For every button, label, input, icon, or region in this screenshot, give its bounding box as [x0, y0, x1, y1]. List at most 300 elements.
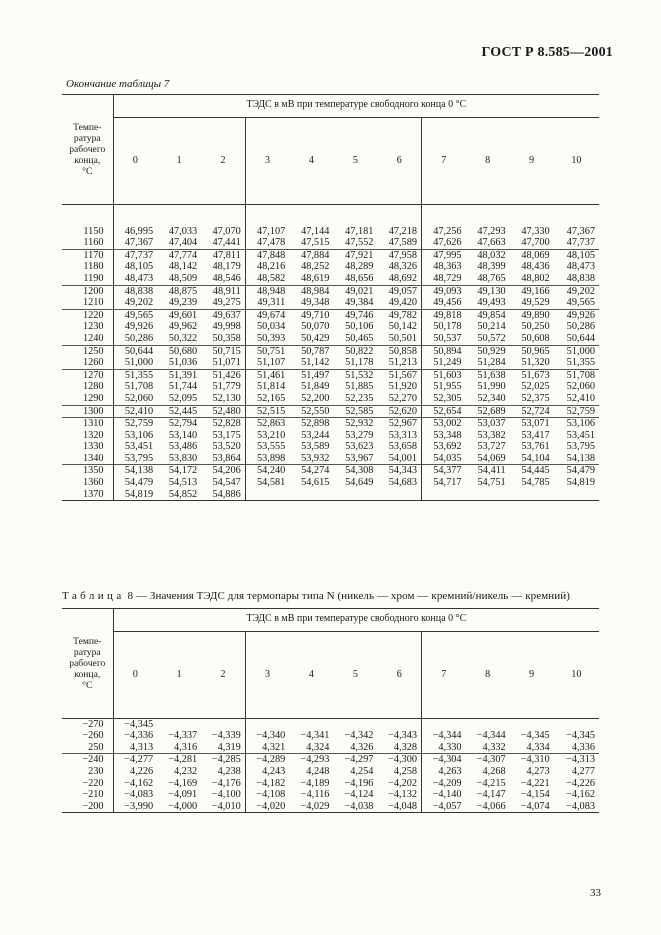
emf-value-cell: 52,724	[510, 405, 554, 418]
row-header-line: конца,	[74, 154, 101, 166]
emf-value-cell: 49,746	[333, 309, 377, 321]
table-row	[62, 766, 599, 778]
emf-value-cell: 52,095	[168, 392, 198, 404]
emf-value-cell: 51,213	[377, 357, 421, 369]
emf-value-cell: 48,984	[289, 285, 333, 297]
emf-value-cell: −4,162	[124, 777, 154, 789]
emf-value-cell: 53,932	[301, 452, 330, 464]
emf-value-cell: −4,297	[333, 754, 377, 766]
emf-value-cell: 49,420	[377, 297, 421, 309]
emf-value-cell: 53,244	[301, 429, 330, 441]
emf-value-cell: −4,343	[377, 730, 421, 742]
emf-value-cell: 52,654	[422, 405, 466, 418]
table-row	[62, 418, 599, 430]
emf-value-cell: 51,497	[289, 369, 333, 381]
emf-value-cell: 53,279	[345, 429, 374, 441]
column-header: 0	[113, 631, 157, 718]
column-header: 3	[245, 631, 289, 718]
table-row	[62, 489, 599, 501]
emf-value-cell: 49,239	[168, 297, 198, 309]
emf-value-cell: 49,202	[554, 285, 599, 297]
emf-value-cell: 52,445	[157, 405, 201, 418]
emf-value-cell: 50,680	[157, 345, 201, 357]
emf-value-cell: 48,692	[377, 273, 421, 285]
emf-value-cell: 47,330	[521, 225, 550, 237]
table-row	[62, 441, 599, 453]
column-header: 10	[554, 117, 599, 204]
emf-value-cell	[466, 718, 510, 730]
emf-value-cell: 50,393	[257, 332, 286, 344]
temperature-cell: 1160	[62, 237, 113, 249]
emf-value-cell: 4,238	[201, 766, 245, 778]
table-row	[62, 405, 599, 418]
emf-value-cell: −4,169	[168, 777, 198, 789]
emf-value-cell	[554, 489, 599, 501]
emf-value-cell: −4,345	[566, 730, 595, 742]
emf-value-cell: 54,445	[510, 465, 554, 477]
emf-value-cell: 52,060	[124, 392, 154, 404]
emf-value-cell: 51,461	[245, 369, 289, 381]
emf-value-cell: 48,546	[201, 273, 245, 285]
emf-value-cell	[333, 718, 377, 730]
span-title: ТЭДС в мВ при температуре свободного конца 0 °С	[113, 609, 599, 632]
emf-value-cell: 50,322	[168, 332, 198, 344]
emf-value-cell: 49,962	[168, 321, 198, 333]
emf-value-cell: 49,674	[245, 309, 289, 321]
emf-value-cell: 50,034	[257, 321, 286, 333]
column-header: 3	[245, 117, 289, 204]
emf-value-cell: 51,426	[201, 369, 245, 381]
emf-value-cell: 50,286	[566, 321, 595, 333]
emf-value-cell: −4,221	[520, 777, 550, 789]
emf-value-cell: 51,603	[422, 369, 466, 381]
emf-value-cell: 54,308	[333, 465, 377, 477]
emf-value-cell: 4,321	[262, 741, 286, 753]
emf-value-cell: −4,038	[333, 801, 377, 813]
emf-value-cell: 4,243	[262, 765, 286, 777]
emf-value-cell: 48,216	[257, 261, 286, 273]
spacer-cell	[377, 204, 421, 226]
emf-value-cell: 50,751	[245, 345, 289, 357]
emf-value-cell	[422, 489, 466, 501]
emf-value-cell: 53,898	[257, 452, 286, 464]
emf-value-cell	[245, 718, 289, 730]
temperature-cell: −220	[62, 778, 113, 790]
row-header-line: рабочего	[69, 657, 106, 669]
table-row	[62, 381, 599, 393]
emf-value-cell	[466, 489, 510, 501]
table-row	[62, 333, 599, 345]
emf-value-cell: 47,737	[113, 249, 157, 261]
emf-value-cell: 53,382	[477, 429, 506, 441]
temperature-cell: 1200	[62, 285, 113, 297]
emf-value-cell: −4,189	[300, 777, 330, 789]
emf-value-cell: 54,343	[377, 465, 421, 477]
temperature-cell: −270	[62, 718, 113, 730]
emf-value-cell: 49,818	[422, 309, 466, 321]
column-header: 2	[201, 631, 245, 718]
emf-value-cell: −4,066	[466, 801, 510, 813]
emf-value-cell: −4,083	[124, 789, 154, 801]
emf-value-cell: 47,589	[377, 237, 421, 249]
emf-value-cell: 47,848	[245, 249, 289, 261]
emf-value-cell: 54,819	[566, 477, 595, 489]
spacer-cell	[289, 204, 333, 226]
table-row	[62, 789, 599, 801]
emf-value-cell: 53,486	[168, 441, 198, 453]
emf-value-cell: −4,108	[256, 789, 286, 801]
table-row	[62, 226, 599, 238]
table-row	[62, 273, 599, 285]
emf-value-cell: 49,926	[124, 321, 154, 333]
emf-value-cell: 51,779	[201, 381, 245, 393]
row-header	[62, 95, 113, 205]
emf-value-cell: 48,656	[345, 272, 374, 284]
emf-value-cell: −4,307	[466, 754, 510, 766]
emf-value-cell: 53,106	[554, 418, 599, 430]
emf-value-cell: 51,955	[433, 381, 462, 393]
emf-value-cell: −4,313	[554, 754, 599, 766]
column-header: 10	[554, 631, 599, 718]
emf-value-cell: 4,263	[438, 765, 462, 777]
emf-value-cell: −4,310	[510, 754, 554, 766]
emf-value-cell: 52,305	[433, 392, 462, 404]
emf-value-cell: 50,465	[345, 332, 374, 344]
emf-value-cell: 54,479	[554, 465, 599, 477]
emf-value-cell: 49,854	[466, 309, 510, 321]
temperature-cell: 250	[62, 742, 113, 754]
emf-value-cell: 50,929	[466, 345, 510, 357]
table-row	[62, 309, 599, 321]
table-row	[62, 778, 599, 790]
emf-value-cell: 53,002	[422, 418, 466, 430]
emf-value-cell: 49,890	[510, 309, 554, 321]
table-row	[62, 718, 599, 730]
emf-value-cell: 52,828	[201, 418, 245, 430]
table8-caption	[62, 590, 570, 602]
table-row	[62, 801, 599, 813]
emf-value-cell: 51,142	[301, 357, 330, 369]
emf-value-cell: 47,921	[333, 249, 377, 261]
emf-value-cell: 49,529	[521, 297, 550, 309]
table-row	[62, 430, 599, 442]
emf-value-cell: −4,140	[432, 789, 462, 801]
emf-value-cell: 49,637	[201, 309, 245, 321]
emf-value-cell: 52,515	[245, 405, 289, 418]
spacer-cell	[157, 204, 201, 226]
column-header-row	[62, 631, 599, 718]
table8-caption-label: Таблица	[62, 590, 125, 602]
emf-value-cell: 53,520	[201, 441, 245, 453]
emf-value-cell: −4,345	[124, 718, 154, 730]
emf-value-cell: 48,509	[168, 272, 198, 284]
temperature-cell: 1300	[62, 405, 113, 418]
column-header: 6	[377, 631, 421, 718]
emf-value-cell: 53,727	[477, 441, 506, 453]
column-header: 1	[157, 117, 201, 204]
emf-value-cell: −4,196	[344, 777, 374, 789]
emf-value-cell: 48,948	[245, 285, 289, 297]
temperature-cell: 1180	[62, 261, 113, 273]
emf-value-cell: 48,911	[201, 285, 245, 297]
emf-value-cell: 50,537	[433, 332, 462, 344]
emf-value-cell: 54,069	[477, 452, 506, 464]
emf-value-cell: −4,339	[201, 730, 245, 742]
emf-value-cell: −4,293	[289, 754, 333, 766]
standard-designation: ГОСТ Р 8.585—2001	[481, 45, 613, 60]
table-row	[62, 453, 599, 465]
emf-value-cell: 51,920	[377, 381, 421, 393]
row-header-line: Темпе-	[73, 121, 102, 133]
emf-value-cell: 48,326	[377, 261, 421, 273]
emf-value-cell: 53,313	[377, 430, 421, 442]
emf-value-cell: 52,898	[289, 418, 333, 430]
emf-value-cell: −4,304	[422, 754, 466, 766]
emf-value-cell: −4,124	[344, 789, 374, 801]
emf-value-cell: 54,206	[201, 465, 245, 477]
emf-value-cell: 47,144	[301, 225, 330, 237]
row-header-line: °С	[82, 679, 93, 691]
emf-value-cell: 49,348	[301, 297, 330, 309]
emf-value-cell: 49,202	[124, 297, 154, 309]
emf-value-cell: −4,162	[566, 789, 595, 801]
emf-value-cell: 53,210	[257, 429, 286, 441]
emf-value-cell: 54,138	[566, 452, 595, 464]
emf-value-cell: 48,105	[124, 261, 154, 273]
emf-value-cell: 48,363	[433, 261, 462, 273]
column-header: 6	[377, 117, 421, 204]
temperature-cell: 1210	[62, 297, 113, 309]
emf-value-cell: 47,256	[433, 225, 462, 237]
emf-value-cell: 51,532	[333, 369, 377, 381]
table-row	[62, 357, 599, 369]
emf-value-cell: 48,729	[433, 272, 462, 284]
emf-value-cell: 51,249	[433, 357, 462, 369]
emf-value-cell: 50,572	[477, 332, 506, 344]
emf-value-cell: 52,759	[554, 405, 599, 418]
emf-value-cell: 50,070	[301, 321, 330, 333]
emf-value-cell: 47,478	[257, 237, 286, 249]
emf-value-cell: 50,250	[521, 321, 550, 333]
emf-value-cell: 48,765	[477, 272, 506, 284]
emf-value-cell: −4,020	[245, 801, 289, 813]
emf-value-cell: 52,130	[201, 393, 245, 405]
emf-value-cell	[157, 718, 201, 730]
table-8	[62, 608, 599, 813]
emf-value-cell: 47,663	[477, 237, 506, 249]
emf-value-cell: 47,737	[566, 237, 595, 249]
emf-value-cell: 54,001	[377, 453, 421, 465]
emf-value-cell: 48,105	[554, 249, 599, 261]
emf-value-cell: 47,995	[422, 249, 466, 261]
emf-value-cell: −4,342	[344, 730, 374, 742]
emf-value-cell: −4,132	[377, 789, 421, 801]
emf-value-cell: 52,340	[477, 392, 506, 404]
emf-value-cell: 48,179	[201, 261, 245, 273]
emf-value-cell: 51,567	[377, 369, 421, 381]
emf-value-cell: 47,552	[345, 237, 374, 249]
emf-value-cell: 50,787	[289, 345, 333, 357]
spacer-cell	[422, 204, 466, 226]
emf-value-cell: 54,274	[289, 465, 333, 477]
temperature-cell: 1340	[62, 453, 113, 465]
emf-value-cell: −4,277	[113, 754, 157, 766]
emf-value-cell: 53,451	[566, 429, 595, 441]
emf-value-cell: 50,214	[477, 321, 506, 333]
emf-value-cell: 48,252	[301, 261, 330, 273]
emf-value-cell: 4,254	[350, 765, 374, 777]
emf-value-cell: 53,106	[124, 429, 154, 441]
emf-value-cell: 47,218	[377, 226, 421, 238]
emf-value-cell: 48,802	[521, 272, 550, 284]
emf-value-cell: 49,130	[466, 285, 510, 297]
emf-value-cell: 47,884	[289, 249, 333, 261]
emf-value-cell: 53,864	[201, 453, 245, 465]
temperature-cell: 1280	[62, 381, 113, 393]
emf-value-cell	[201, 718, 245, 730]
emf-value-cell: 48,399	[477, 261, 506, 273]
emf-value-cell: 50,608	[521, 332, 550, 344]
emf-value-cell: 49,565	[113, 309, 157, 321]
table-row	[62, 249, 599, 261]
emf-value-cell: 52,585	[333, 405, 377, 418]
emf-value-cell: 47,811	[201, 249, 245, 261]
table-row	[62, 297, 599, 309]
emf-value-cell: 51,036	[168, 357, 198, 369]
table8-body	[62, 718, 599, 813]
emf-value-cell: 47,070	[201, 226, 245, 238]
emf-value-cell: 49,275	[201, 297, 245, 309]
emf-value-cell	[377, 718, 421, 730]
emf-value-cell: 47,181	[345, 225, 374, 237]
table-row	[62, 754, 599, 766]
emf-value-cell: 50,358	[201, 333, 245, 345]
emf-value-cell: 52,025	[521, 381, 550, 393]
emf-value-cell: 52,480	[201, 405, 245, 418]
column-header: 1	[157, 631, 201, 718]
emf-value-cell: 51,355	[566, 357, 595, 369]
emf-value-cell: 4,326	[350, 741, 374, 753]
emf-value-cell: 53,140	[168, 429, 198, 441]
emf-value-cell: 50,142	[377, 321, 421, 333]
emf-value-cell: 52,235	[345, 392, 374, 404]
emf-value-cell: −4,344	[476, 730, 506, 742]
emf-value-cell: 52,967	[377, 418, 421, 430]
emf-value-cell: 52,759	[113, 418, 157, 430]
emf-value-cell: 4,330	[438, 741, 462, 753]
emf-value-cell: 53,037	[466, 418, 510, 430]
emf-value-cell: 53,967	[345, 452, 374, 464]
emf-value-cell: 4,258	[377, 766, 421, 778]
column-header: 5	[333, 117, 377, 204]
emf-value-cell: −4,344	[432, 730, 462, 742]
emf-value-cell	[422, 718, 466, 730]
emf-value-cell: 47,515	[301, 237, 330, 249]
emf-value-cell: −4,010	[201, 801, 245, 813]
temperature-cell: 1310	[62, 418, 113, 430]
emf-value-cell: 49,057	[377, 285, 421, 297]
emf-value-cell: 4,316	[174, 741, 198, 753]
row-header-line: Темпе-	[73, 635, 102, 647]
emf-value-cell: 4,268	[482, 765, 506, 777]
emf-value-cell: −4,000	[157, 801, 201, 813]
emf-value-cell: 54,479	[124, 477, 154, 489]
emf-value-cell: 53,692	[433, 441, 462, 453]
row-header-line: ратура	[73, 646, 101, 658]
table-row	[62, 321, 599, 333]
emf-value-cell: 4,232	[174, 765, 198, 777]
emf-value-cell: 48,473	[566, 261, 595, 273]
emf-value-cell: 54,513	[168, 477, 198, 489]
emf-value-cell: −4,281	[157, 754, 201, 766]
emf-value-cell: 53,348	[433, 429, 462, 441]
emf-value-cell: 48,838	[113, 285, 157, 297]
table-row	[62, 742, 599, 754]
emf-value-cell: 51,355	[113, 369, 157, 381]
emf-value-cell: 4,277	[571, 765, 595, 777]
emf-value-cell: −4,337	[168, 730, 198, 742]
emf-value-cell: 47,958	[377, 249, 421, 261]
emf-value-cell: 50,715	[201, 345, 245, 357]
emf-value-cell: 53,795	[124, 452, 154, 464]
table-7-continuation	[62, 94, 599, 501]
emf-value-cell: 50,178	[433, 321, 462, 333]
emf-value-cell: −4,340	[256, 730, 286, 742]
emf-value-cell: 47,293	[477, 225, 506, 237]
table-row	[62, 393, 599, 405]
table-row	[62, 345, 599, 357]
emf-value-cell: −4,202	[377, 778, 421, 790]
emf-value-cell: 54,751	[477, 477, 506, 489]
emf-value-cell: 51,000	[124, 357, 154, 369]
page-number: 33	[590, 887, 601, 899]
column-header-row	[62, 117, 599, 204]
emf-value-cell: 49,710	[289, 309, 333, 321]
spacer-cell	[245, 204, 289, 226]
emf-value-cell: 4,334	[526, 741, 550, 753]
emf-value-cell: 48,069	[510, 249, 554, 261]
emf-value-cell: 53,658	[377, 441, 421, 453]
emf-value-cell: −4,209	[432, 777, 462, 789]
emf-value-cell: 49,998	[201, 321, 245, 333]
spacer-cell	[62, 204, 113, 226]
emf-value-cell: −4,029	[289, 801, 333, 813]
temperature-cell: 1270	[62, 369, 113, 381]
emf-value-cell: 4,248	[306, 765, 330, 777]
column-header: 7	[422, 117, 466, 204]
emf-value-cell: 51,178	[345, 357, 374, 369]
table-row	[62, 730, 599, 742]
emf-value-cell: 54,104	[521, 452, 550, 464]
emf-value-cell: 51,320	[521, 357, 550, 369]
emf-value-cell: 50,644	[113, 345, 157, 357]
emf-value-cell: 54,138	[113, 465, 157, 477]
spacer-cell	[113, 204, 157, 226]
emf-value-cell: 48,473	[124, 272, 154, 284]
row-header-line: конца,	[74, 668, 101, 680]
emf-value-cell: 4,336	[571, 741, 595, 753]
table-row	[62, 477, 599, 489]
emf-value-cell: 54,411	[466, 465, 510, 477]
emf-value-cell: 50,644	[566, 332, 595, 344]
emf-value-cell: 52,270	[377, 393, 421, 405]
temperature-cell: 1370	[62, 489, 113, 501]
spacer-cell	[201, 204, 245, 226]
emf-value-cell: 49,021	[333, 285, 377, 297]
row-header-line: ратура	[73, 132, 101, 144]
emf-value-cell: 50,106	[345, 321, 374, 333]
table7-body	[62, 204, 599, 501]
